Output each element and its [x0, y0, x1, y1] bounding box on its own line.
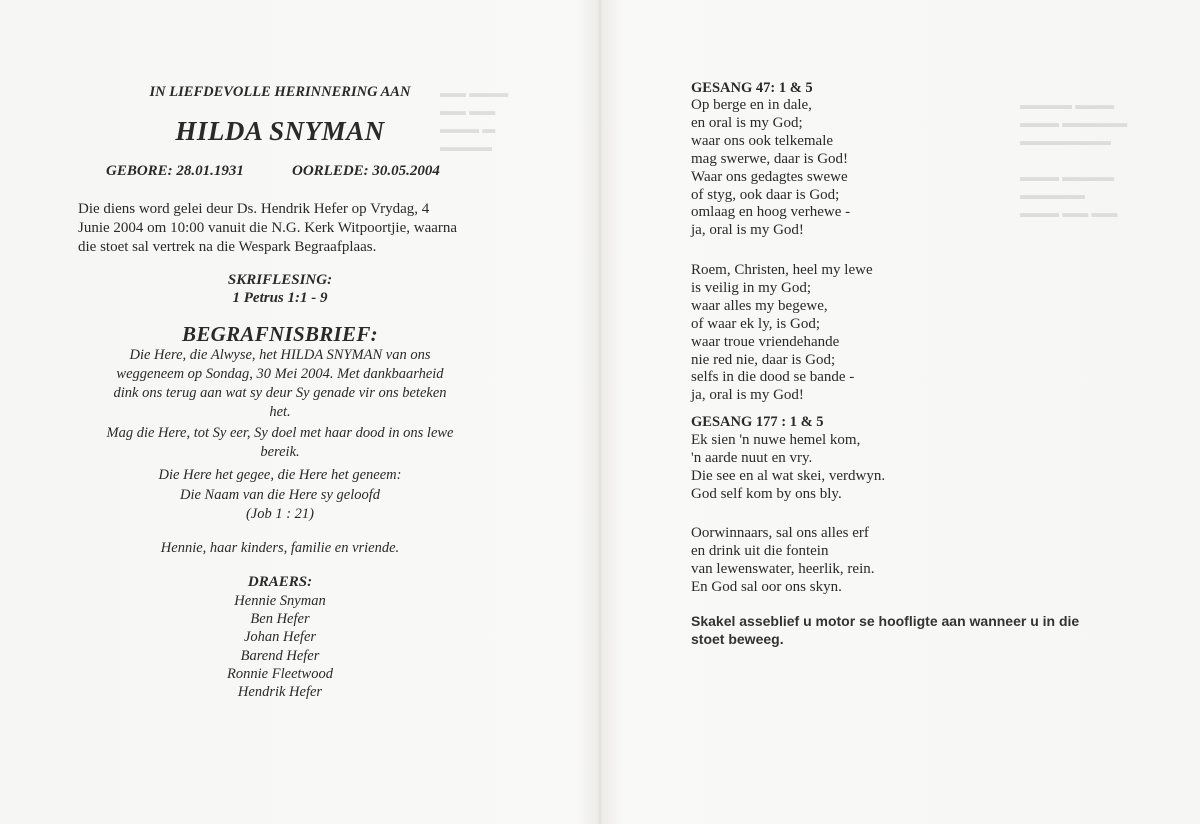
hymn-line: Waar ons gedagtes swewe	[691, 168, 848, 185]
hymn-line: en oral is my God;	[691, 114, 803, 131]
notice-line: stoet beweeg.	[691, 631, 784, 647]
hymn-line: of styg, ook daar is God;	[691, 186, 840, 203]
birth-date: GEBORE: 28.01.1931	[106, 163, 244, 179]
hymn-line: is veilig in my God;	[691, 279, 811, 296]
hymn-line: ja, oral is my God!	[691, 387, 804, 404]
bearers-list	[60, 592, 500, 701]
hymn-line: God self kom by ons bly.	[691, 485, 842, 502]
hymn-line: Oorwinnaars, sal ons alles erf	[691, 525, 869, 541]
hymn-line: Roem, Christen, heel my lewe	[691, 262, 873, 278]
bearers-heading: DRAERS:	[247, 574, 313, 590]
bearer-name: Ronnie Fleetwood	[227, 665, 333, 682]
hymn-1-verse-1	[691, 97, 850, 240]
hymn-line: en drink uit die fontein	[691, 542, 829, 559]
letter-line: het.	[269, 404, 291, 420]
hymn-line: van lewenswater, heerlik, rein.	[691, 560, 875, 577]
letter-line: Die Here, die Alwyse, het HILDA SNYMAN van ons	[129, 347, 431, 363]
service-details	[78, 200, 483, 257]
service-line: die stoet sal vertrek na die Wespark Begraafplaas.	[78, 239, 377, 255]
headlights-notice	[691, 612, 1111, 648]
letter-line: Mag die Here, tot Sy eer, Sy doel met haar dood in ons lewe	[106, 425, 454, 441]
notice-line: Skakel asseblief u motor se hoofligte aan wanneer u in die	[691, 613, 1080, 629]
family-line: Hennie, haar kinders, familie en vriende.	[160, 540, 400, 556]
hymn-2-verse-2	[691, 525, 875, 597]
hymn-line: of waar ek ly, is God;	[691, 315, 820, 332]
quote-line: Die Here het gegee, die Here het geneem:	[158, 467, 402, 483]
hymn-1-verse-2	[691, 262, 873, 405]
hymn-line: En God sal oor ons skyn.	[691, 578, 842, 595]
letter-heading: BEGRAFNISBRIEF:	[182, 322, 378, 346]
hymn-2-verse-1	[691, 432, 885, 504]
hymn-line: waar ons ook telkemale	[691, 132, 834, 149]
bearer-name: Hendrik Hefer	[237, 684, 323, 701]
hymn-2-heading: GESANG 177 : 1 & 5	[691, 414, 824, 430]
quote-line: Die Naam van die Here sy geloofd	[180, 486, 380, 503]
letter-line: bereik.	[260, 444, 300, 460]
bearer-name: Barend Hefer	[240, 647, 320, 664]
hymn-line: waar troue vriendehande	[691, 333, 840, 350]
bleed-through-text: ▬▬ ▬▬▬ ▬▬ ▬▬ ▬▬▬ ▬ ▬▬▬▬	[440, 85, 509, 154]
intro-line: IN LIEFDEVOLLE HERINNERING AAN	[149, 84, 411, 100]
hymn-line: mag swerwe, daar is God!	[691, 150, 849, 167]
scripture-quote	[60, 466, 500, 525]
hymn-line: ja, oral is my God!	[691, 222, 804, 239]
service-line: Die diens word gelei deur Ds. Hendrik Hefer op Vrydag, 4	[78, 201, 430, 217]
hymn-line: Ek sien 'n nuwe hemel kom,	[691, 432, 861, 448]
letter-line: weggeneem op Sondag, 30 Mei 2004. Met dankbaarheid	[116, 366, 444, 382]
service-line: Junie 2004 om 10:00 vanuit die N.G. Kerk Witpoortjie, waarna	[78, 220, 458, 236]
hymn-line: Die see en al wat skei, verdwyn.	[691, 467, 886, 484]
hymn-line: Op berge en in dale,	[691, 97, 812, 113]
letter-line: dink ons terug aan wat sy deur Sy genade vir ons beteken	[113, 385, 447, 401]
bearer-name: Ben Hefer	[250, 611, 310, 628]
funeral-letter	[70, 346, 490, 462]
quote-reference: (Job 1 : 21)	[245, 506, 315, 522]
deceased-name: HILDA SNYMAN	[175, 116, 385, 146]
hymn-1-heading: GESANG 47: 1 & 5	[691, 80, 813, 96]
hymn-line: nie red nie, daar is God;	[691, 351, 836, 368]
hymn-line: waar alles my begewe,	[691, 297, 828, 314]
hymn-line: 'n aarde nuut en vry.	[691, 449, 813, 466]
reading-verse: 1 Petrus 1:1 - 9	[232, 290, 328, 306]
death-date: OORLEDE: 30.05.2004	[292, 163, 440, 179]
bleed-through-text: ▬▬▬▬ ▬▬▬ ▬▬▬ ▬▬▬▬▬ ▬▬▬▬▬▬▬ ▬▬▬ ▬▬▬▬ ▬▬▬▬▬ ▬▬▬ ▬▬ ▬▬	[1020, 97, 1128, 220]
bearer-name: Johan Hefer	[243, 629, 317, 646]
hymn-line: omlaag en hoog verhewe -	[691, 204, 851, 221]
right-panel	[600, 0, 1200, 824]
hymn-line: selfs in die dood se bande -	[691, 369, 855, 386]
reading-heading: SKRIFLESING:	[227, 272, 333, 288]
bearer-name: Hennie Snyman	[234, 593, 326, 609]
